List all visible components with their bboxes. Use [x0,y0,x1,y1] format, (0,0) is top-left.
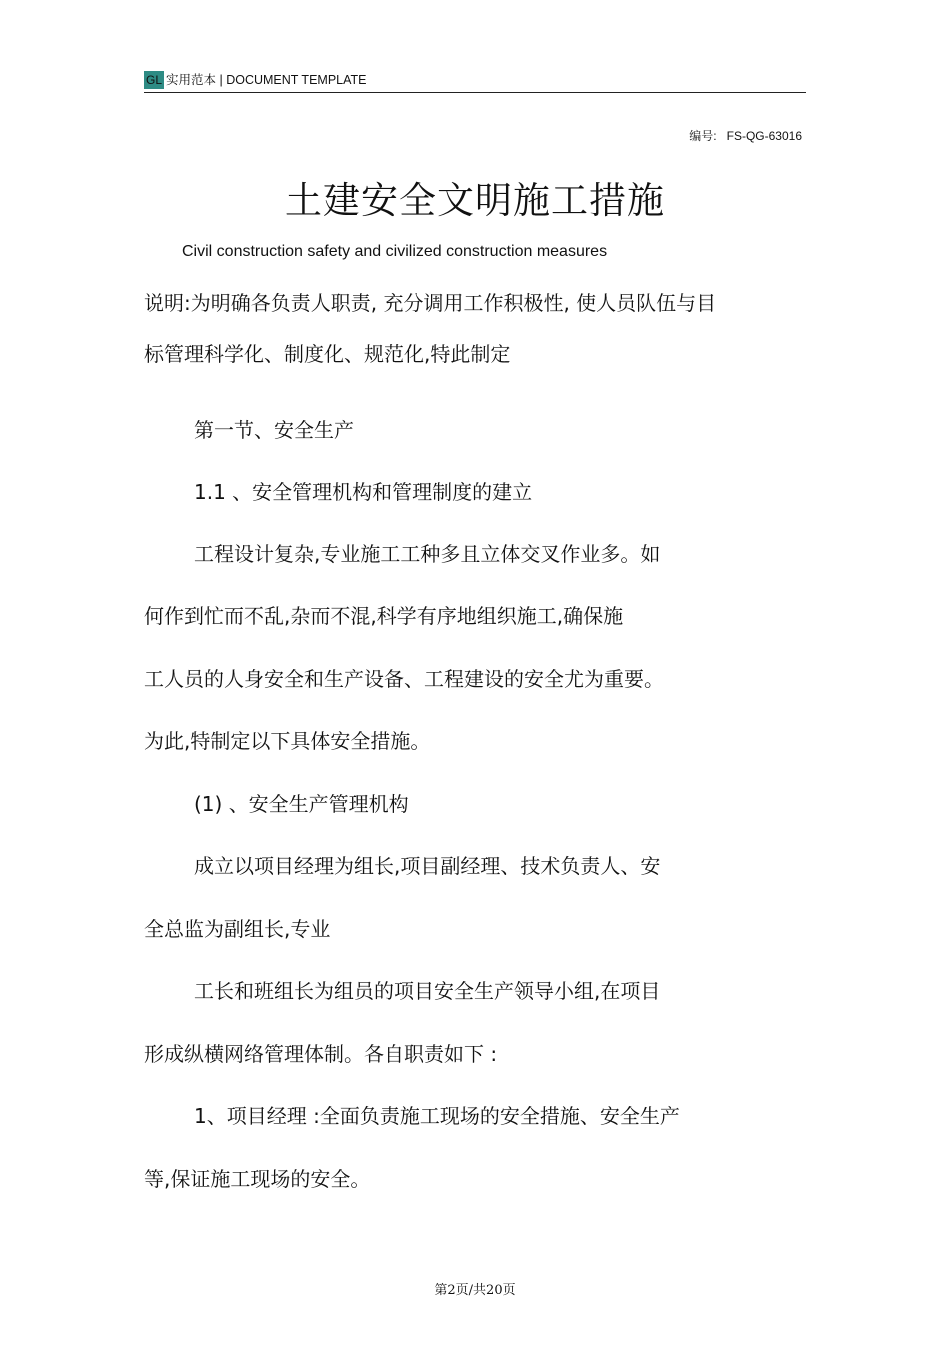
document-number-label: 编号: [689,129,717,143]
paragraph-line: 等,保证施工现场的安全。 [144,1167,371,1191]
intro-line: 说明:为明确各负责人职责, 充分调用工作积极性, 使人员队伍与目 [144,291,717,315]
paragraph-line: 何作到忙而不乱,杂而不混,科学有序地组织施工,确保施 [144,604,624,628]
document-title: 土建安全文明施工措施 [285,179,665,222]
page-footer: 第2页/共20页 [434,1283,516,1298]
document-number-value: FS-QG-63016 [726,129,802,143]
document-number [689,127,802,144]
intro-line: 标管理科学化、制度化、规范化,特此制定 [144,342,511,366]
gl-logo-badge: GL [145,73,162,87]
paragraph-line: 工长和班组长为组员的项目安全生产领导小组,在项目 [194,979,661,1003]
paragraph-line: 全总监为副组长,专业 [144,917,331,941]
page-header [144,70,806,93]
paragraph-line: 成立以项目经理为组长,项目副经理、技术负责人、安 [194,854,661,878]
item-heading: (1) 、安全生产管理机构 [194,792,409,816]
header-title: 实用范本 | DOCUMENT TEMPLATE [166,73,367,87]
paragraph-line: 1、项目经理 :全面负责施工现场的安全措施、安全生产 [194,1104,680,1128]
paragraph-line: 为此,特制定以下具体安全措施。 [144,729,431,753]
paragraph-line: 工人员的人身安全和生产设备、工程建设的安全尤为重要。 [144,667,664,691]
subsection-heading: 1.1 、安全管理机构和管理制度的建立 [194,480,533,504]
section-heading: 第一节、安全生产 [194,418,354,442]
document-subtitle: Civil construction safety and civilized construction measures [182,243,608,260]
paragraph-line: 工程设计复杂,专业施工工种多且立体交叉作业多。如 [194,542,661,566]
paragraph-line: 形成纵横网络管理体制。各自职责如下 : [144,1042,498,1066]
